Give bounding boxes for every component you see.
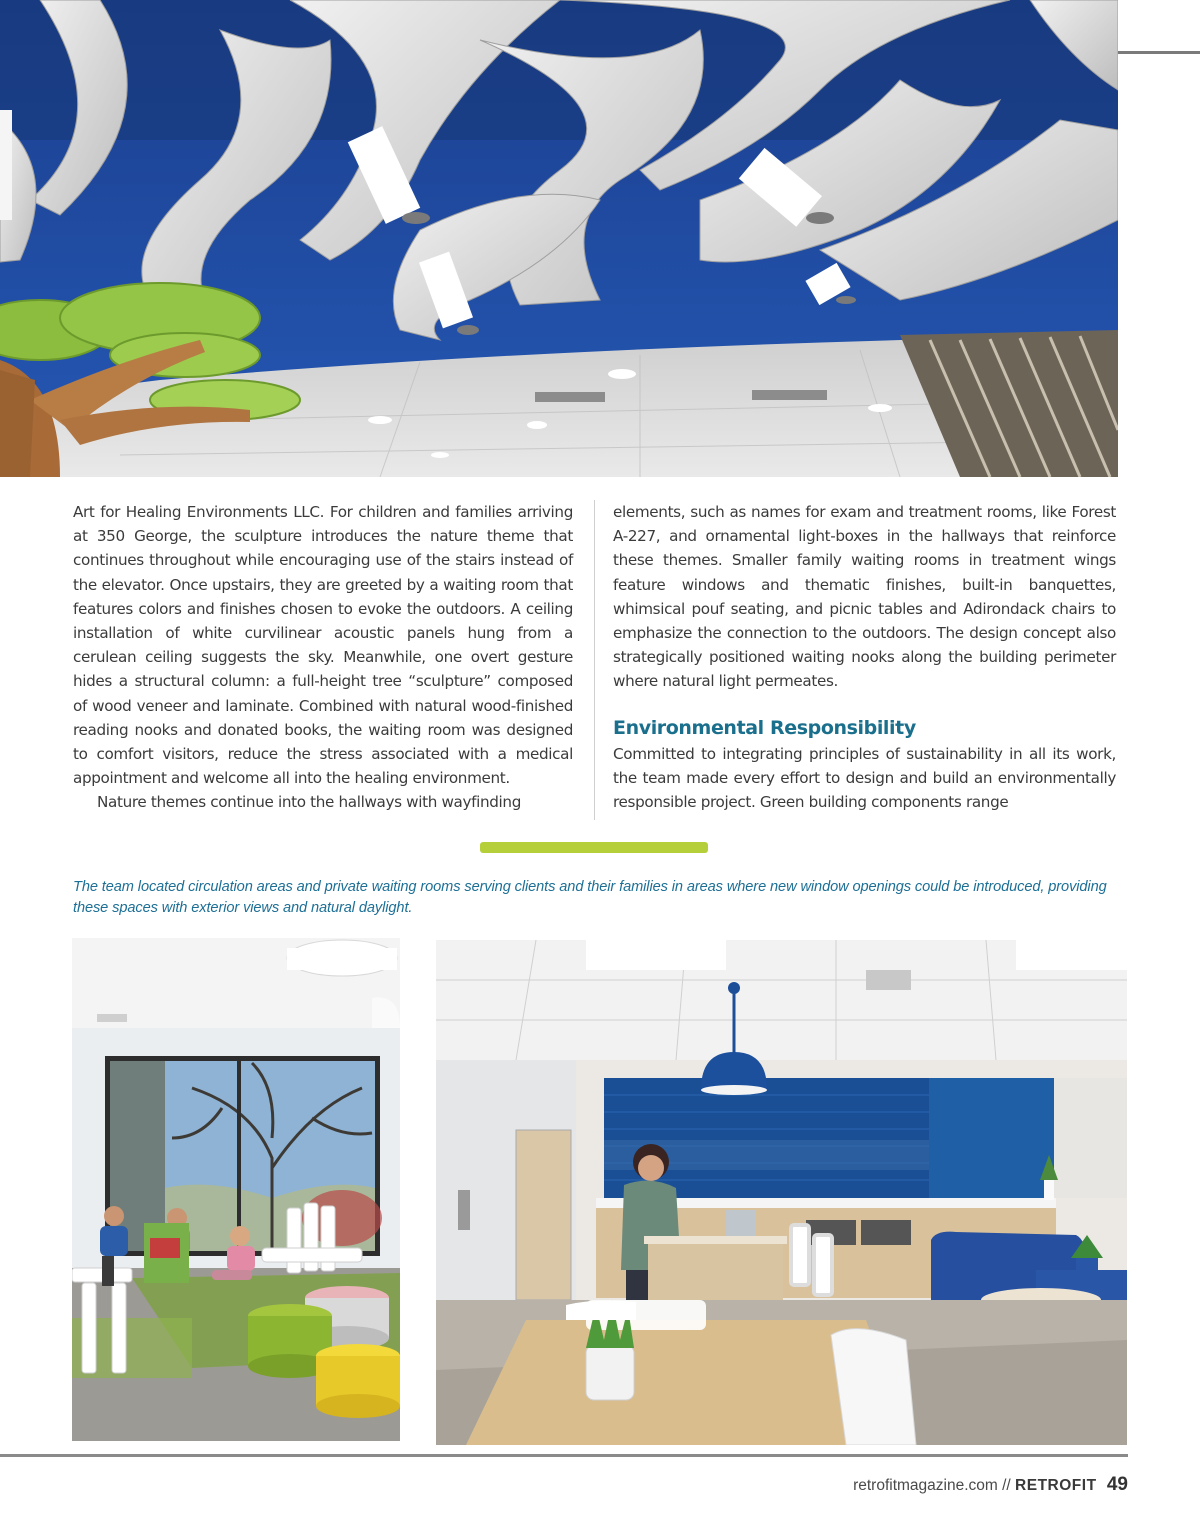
footer-site: retrofitmagazine.com //	[853, 1477, 1011, 1494]
top-right-rule	[1118, 51, 1200, 54]
article-paragraph: Nature themes continue into the hallways with wayfinding	[97, 793, 521, 812]
section-heading: Environmental Responsibility	[613, 716, 916, 739]
photo-family-lounge	[436, 940, 1127, 1445]
article-left-column	[73, 500, 573, 815]
footer-rule	[0, 1454, 1128, 1457]
article-paragraph: Committed to integrating principles of sustainability in all its work, the team made every effort to design and build an environmentally responsible project. Green building components range	[613, 744, 1116, 812]
article-right-column	[613, 500, 1116, 814]
accent-bar	[480, 842, 708, 853]
article-paragraph: Art for Healing Environments LLC. For children and families arriving at 350 George, the sculpture introduces the nature theme that continues throughout while encouraging use of the stairs instead of the elevator. Once upstairs, they are greeted by a waiting room that features colors and finishes chosen to evoke the outdoors. A ceiling installation of white curvilinear acoustic panels hung from a cerulean ceiling suggests the sky. Meanwhile, one overt gesture hides a structural column: a full-height tree “sculpture” composed of wood veneer and laminate. Combined with natural wood-finished reading nooks and donated books, the waiting room was designed to comfort visitors, reduce the stress associated with a medical appointment and welcome all into the healing environment.	[73, 503, 573, 788]
column-divider	[594, 500, 595, 820]
article-paragraph: elements, such as names for exam and treatment rooms, like Forest A-227, and ornamental light-boxes in the hallways that reinforce these themes. Smaller family waiting rooms in treatment wings feature windows and thematic finishes, built-in banquettes, whimsical pouf seating, and picnic tables and Adirondack chairs to emphasize the connection to the outdoors. The design concept also strategically positioned waiting nooks along the building perimeter where natural light permeates.	[613, 503, 1116, 691]
footer-brand: RETROFIT	[1015, 1477, 1097, 1494]
page-footer	[853, 1474, 1128, 1496]
hero-photo-ceiling-installation	[0, 0, 1118, 477]
photo-caption: The team located circulation areas and private waiting rooms serving clients and their families in areas where new window openings could be introduced, providing these spaces with exterior views and natural daylight.	[73, 879, 1107, 916]
photo-children-waiting-room	[72, 938, 400, 1441]
page-number: 49	[1106, 1474, 1128, 1495]
